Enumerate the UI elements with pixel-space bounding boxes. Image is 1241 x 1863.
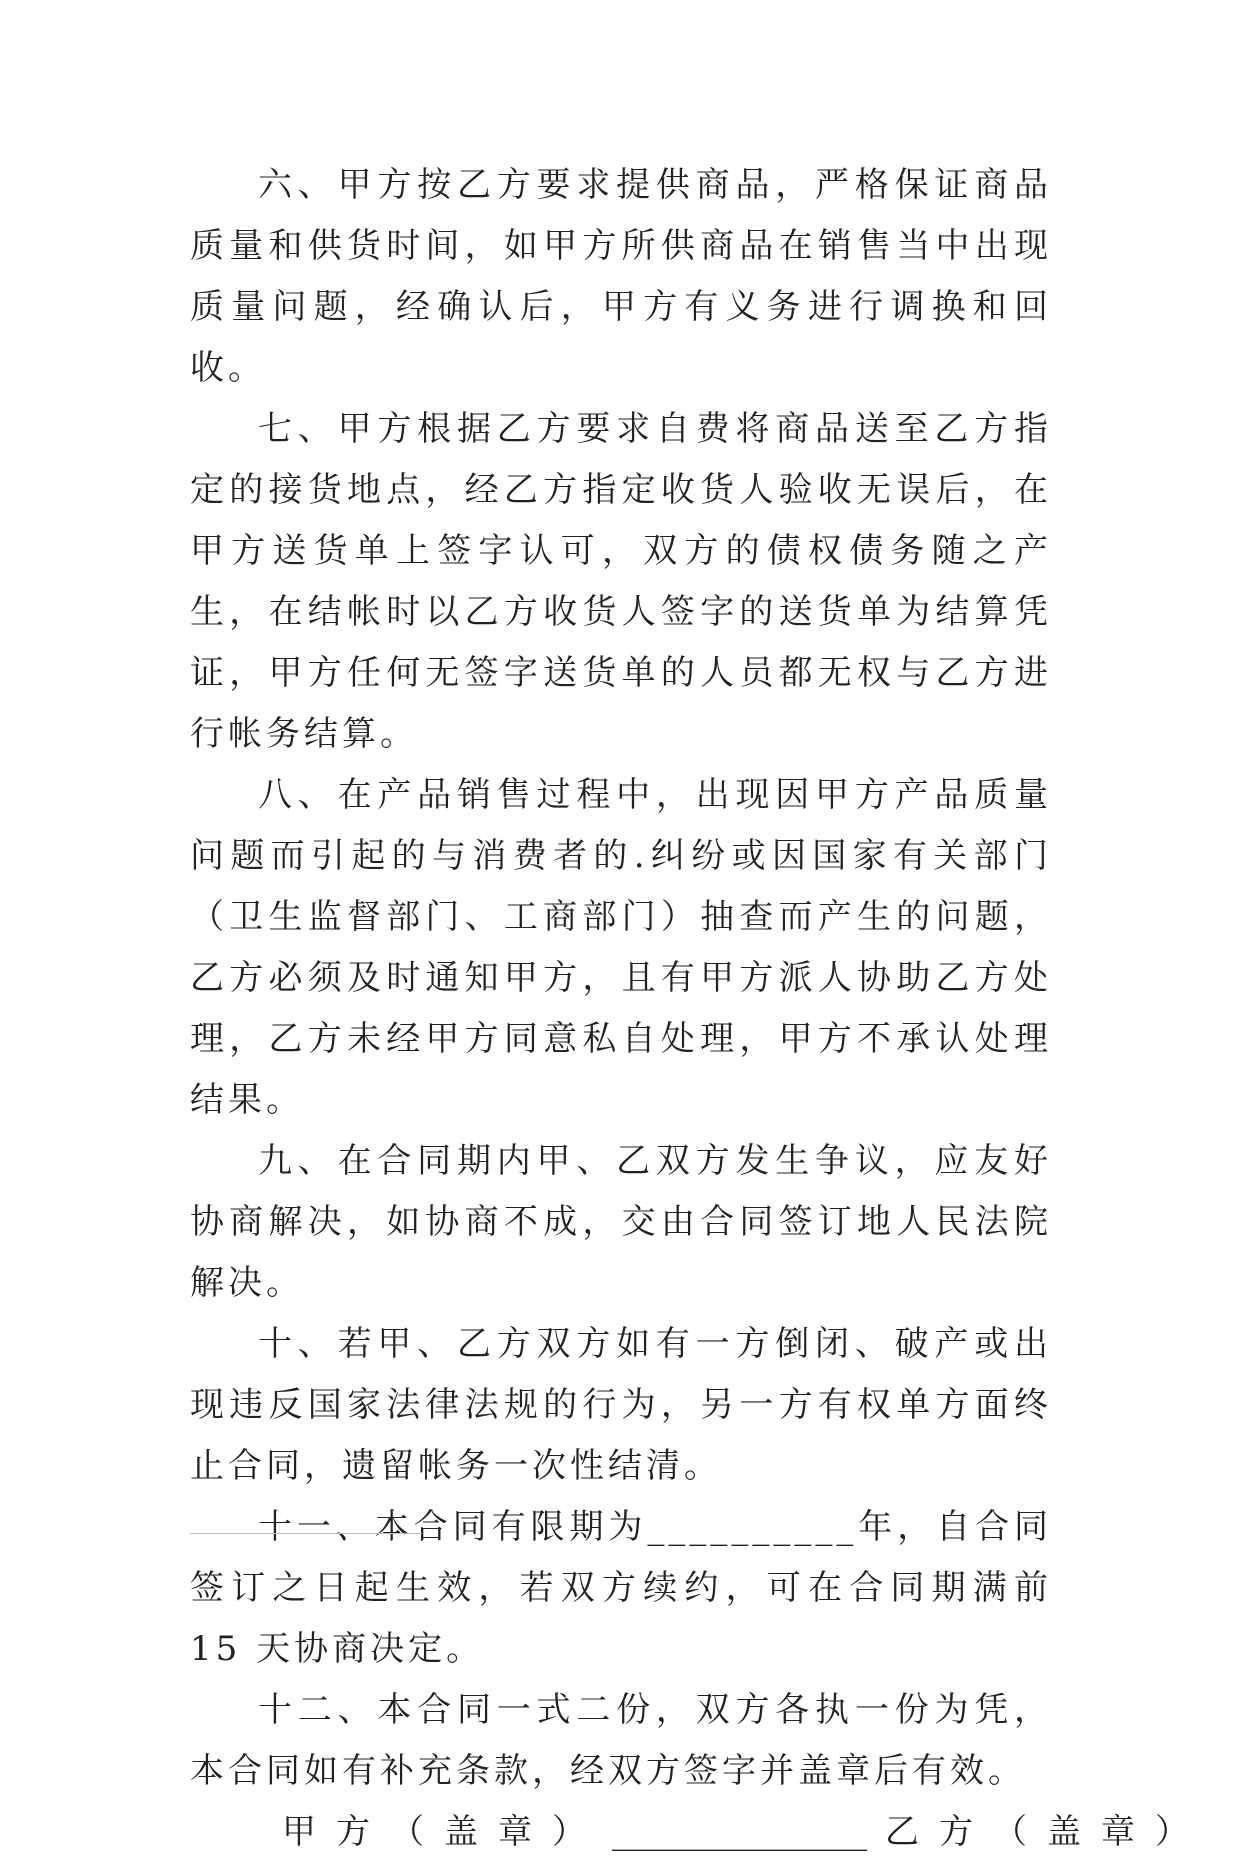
clause-nine: 九、在合同期内甲、乙双方发生争议，应友好协商解决，如协商不成，交由合同签订地人民法院解决。 [190, 1141, 1052, 1303]
clause-eleven: 十一、本合同有限期为__________年，自合同签订之日起生效，若双方续约，可在合同期满前 15 天协商决定。 [190, 1507, 1067, 1669]
clause-six: 六、甲方按乙方要求提供商品，严格保证商品质量和供货时间，如甲方所供商品在销售当中出现质量问题，经确认后，甲方有义务进行调换和回收。 [190, 165, 1052, 388]
party-a-seal-label: 甲方（盖章） [282, 1812, 606, 1852]
clause-seven: 七、甲方根据乙方要求自费将商品送至乙方指定的接货地点，经乙方指定收货人验收无误后，在甲方送货单上签字认可，双方的债权债务随之产生，在结帐时以乙方收货人签字的送货单为结算凭证，甲方任何无签字送货单的人员都无权与乙方进行帐务结算。 [190, 409, 1052, 754]
contract-page [190, 155, 1209, 1863]
footnote-divider [190, 1533, 422, 1534]
clause-eight: 八、在产品销售过程中，出现因甲方产品质量问题而引起的与消费者的.纠纷或因国家有关部门（卫生监督部门、工商部门）抽查而产生的问题，乙方必须及时通知甲方，且有甲方派人协助乙方处理，乙方未经甲方同意私自处理，甲方不承认处理结果。 [190, 775, 1052, 1120]
clause-ten: 十、若甲、乙方双方如有一方倒闭、破产或出现违反国家法律法规的行为，另一方有权单方面终止合同，遗留帐务一次性结清。 [190, 1324, 1052, 1486]
clause-twelve: 十二、本合同一式二份，双方各执一份为凭，本合同如有补充条款，经双方签字并盖章后有效。 [190, 1690, 1052, 1791]
party-b-seal-label: 乙方（盖章） [885, 1812, 1209, 1852]
signature-line [190, 1802, 1209, 1863]
signature-blank: _______________ [612, 1812, 867, 1852]
